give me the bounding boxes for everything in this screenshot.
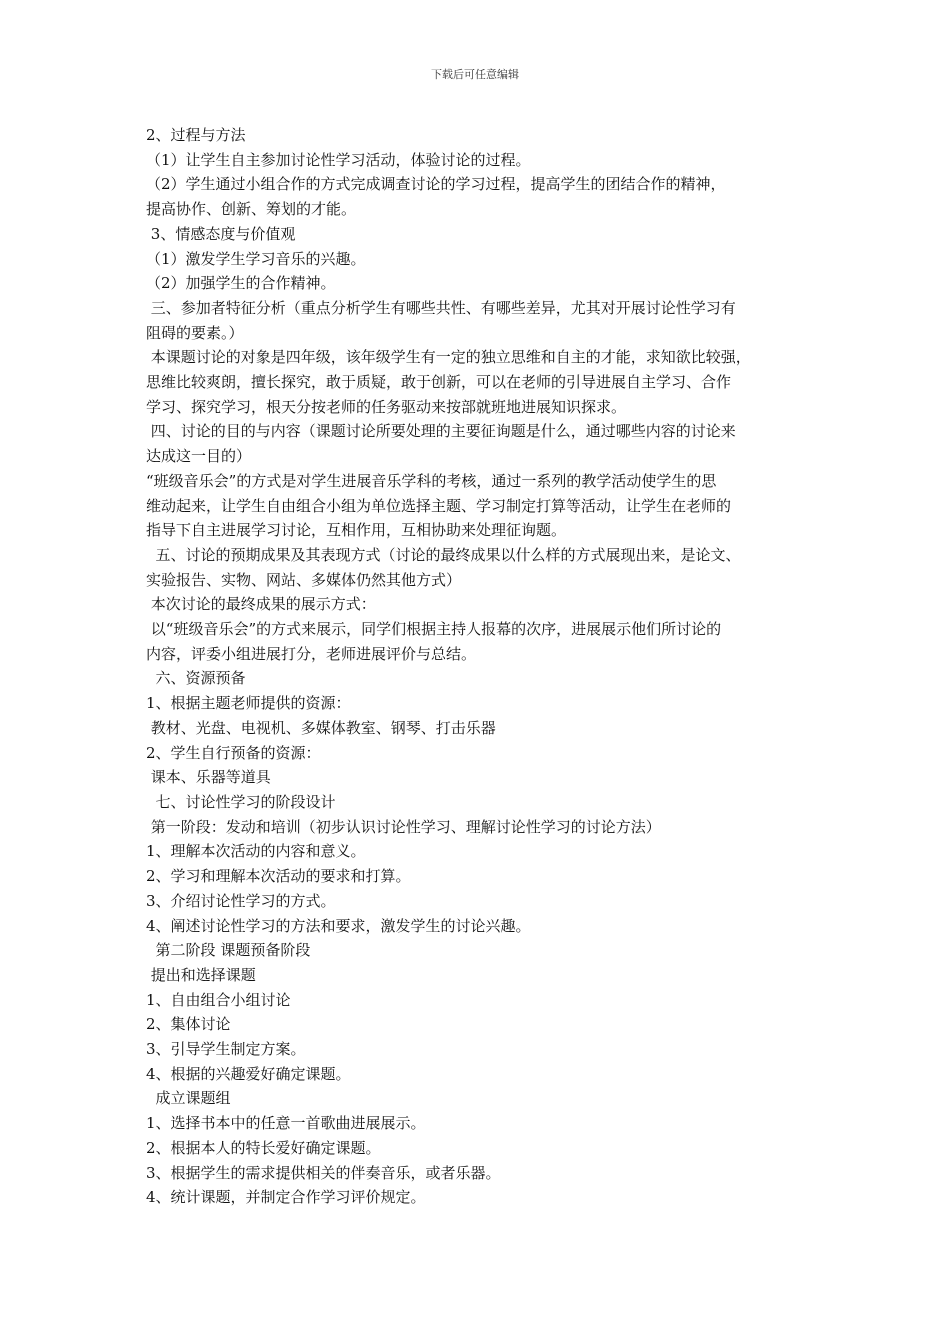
text-line: 达成这一目的） — [146, 447, 252, 466]
text-line: 第二阶段 课题预备阶段 — [146, 941, 311, 960]
text-line: 内容，评委小组进展打分，老师进展评价与总结。 — [146, 644, 477, 663]
text-line: 指导下自主进展学习讨论，互相作用，互相协助来处理征询题。 — [146, 521, 567, 540]
text-line: 4、阐述讨论性学习的方法和要求，激发学生的讨论兴趣。 — [146, 916, 531, 935]
text-line: 2、集体讨论 — [146, 1015, 231, 1034]
text-line: 阻碍的要素。） — [146, 323, 244, 342]
text-line: 3、引导学生制定方案。 — [146, 1040, 306, 1059]
text-line: 实验报告、实物、网站、多媒体仍然其他方式） — [146, 570, 462, 589]
text-line: 3、根据学生的需求提供相关的伴奏音乐，或者乐器。 — [146, 1163, 501, 1182]
text-line: 三、参加者特征分析（重点分析学生有哪些共性、有哪些差异，尤其对开展讨论性学习有 — [146, 298, 736, 317]
text-line: 维动起来，让学生自由组合小组为单位选择主题、学习制定打算等活动，让学生在老师的 — [146, 496, 732, 515]
text-line: 成立课题组 — [146, 1089, 231, 1108]
text-line: 3、介绍讨论性学习的方式。 — [146, 891, 336, 910]
text-line: 学习、探究学习，根天分按老师的任务驱动来按部就班地进展知识探求。 — [146, 397, 627, 416]
text-line: 2、学生自行预备的资源： — [146, 743, 321, 762]
text-line: 2、学习和理解本次活动的要求和打算。 — [146, 867, 411, 886]
text-line: 以“班级音乐会”的方式来展示，同学们根据主持人报幕的次序，进展展示他们所讨论的 — [146, 620, 722, 639]
text-line: 4、统计课题，并制定合作学习评价规定。 — [146, 1188, 426, 1207]
text-line: 3、情感态度与价值观 — [146, 224, 296, 243]
text-line: 1、选择书本中的任意一首歌曲进展展示。 — [146, 1114, 426, 1133]
text-line: “班级音乐会”的方式是对学生进展音乐学科的考核，通过一系列的教学活动使学生的思 — [146, 471, 717, 490]
text-line: 1、根据主题老师提供的资源： — [146, 694, 351, 713]
text-line: 五、讨论的预期成果及其表现方式（讨论的最终成果以什么样的方式展现出来，是论文、 — [146, 545, 741, 564]
text-line: 提出和选择课题 — [146, 965, 256, 984]
text-line: 1、理解本次活动的内容和意义。 — [146, 842, 366, 861]
text-line: 本课题讨论的对象是四年级，该年级学生有一定的独立思维和自主的才能，求知欲比较强， — [146, 348, 751, 367]
text-line: 1、自由组合小组讨论 — [146, 990, 291, 1009]
text-line: 教材、光盘、电视机、多媒体教室、钢琴、打击乐器 — [146, 718, 496, 737]
text-line: 思维比较爽朗，擅长探究，敢于质疑，敢于创新，可以在老师的引导进展自主学习、合作 — [146, 373, 732, 392]
text-line: 2、过程与方法 — [146, 126, 246, 144]
text-line: 课本、乐器等道具 — [146, 768, 271, 787]
text-line: （1）激发学生学习音乐的兴趣。 — [146, 249, 366, 268]
text-line: 六、资源预备 — [146, 669, 246, 688]
text-line: 4、根据的兴趣爱好确定课题。 — [146, 1064, 351, 1083]
text-line: 第一阶段：发动和培训（初步认识讨论性学习、理解讨论性学习的讨论方法） — [146, 817, 661, 836]
page-header: 下载后可任意编辑 — [431, 68, 519, 81]
text-line: （2）加强学生的合作精神。 — [146, 274, 336, 293]
text-line: （1）让学生自主参加讨论性学习活动，体验讨论的过程。 — [146, 150, 531, 169]
text-line: 本次讨论的最终成果的展示方式： — [146, 595, 376, 614]
text-line: （2）学生通过小组合作的方式完成调查讨论的学习过程，提高学生的团结合作的精神， — [146, 175, 726, 194]
text-line: 七、讨论性学习的阶段设计 — [146, 792, 336, 811]
text-line: 四、讨论的目的与内容（课题讨论所要处理的主要征询题是什么，通过哪些内容的讨论来 — [146, 422, 736, 441]
document-body — [146, 123, 816, 1210]
text-line: 提高协作、创新、筹划的才能。 — [146, 200, 357, 219]
text-line: 2、根据本人的特长爱好确定课题。 — [146, 1138, 381, 1157]
